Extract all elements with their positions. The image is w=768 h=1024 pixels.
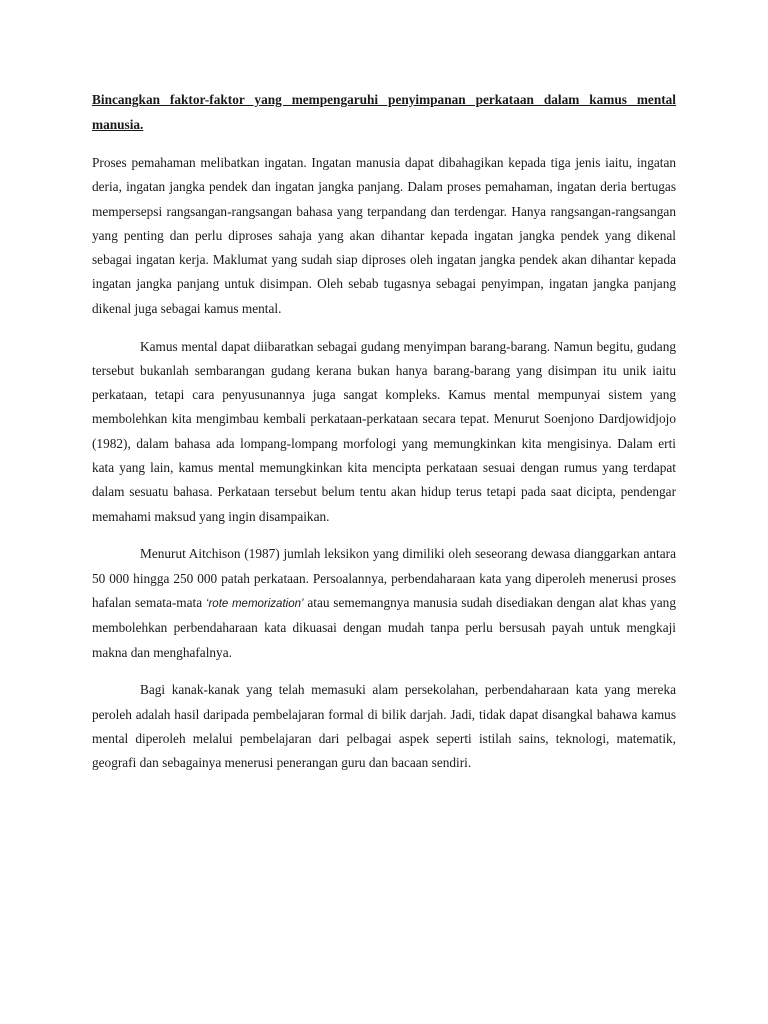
- paragraph-4: Bagi kanak-kanak yang telah memasuki alam persekolahan, perbendaharaan kata yang mereka peroleh adalah hasil daripada pembelajaran formal di bilik darjah. Jadi, tidak dapat disangkal bahawa kamus mental diperoleh melalui pembelajaran dari pelbagai aspek seperti istilah sains, teknologi, matematik, geografi dan sebagainya menerusi penerangan guru dan bacaan sendiri.: [92, 682, 676, 771]
- paragraph-2: Kamus mental dapat diibaratkan sebagai gudang menyimpan barang-barang. Namun begitu, gudang tersebut bukanlah sembarangan gudang kerana bukan hanya barang-barang yang disimpan itu unik iaitu perkataan, tetapi cara penyusunannya juga sangat kompleks. Kamus mental mempunyai sistem yang membolehkan kita mengimbau kembali perkataan-perkataan secara tepat. Menurut Soenjono Dardjowidjojo (1982), dalam bahasa ada lompang-lompang morfologi yang memungkinkan kita mengisinya. Dalam erti kata yang lain, kamus mental memungkinkan kita mencipta perkataan sesuai dengan rumus yang terdapat dalam sesuatu bahasa. Perkataan tersebut belum tentu akan hidup terus tetapi pada saat dicipta, pendengar memahami maksud yang ingin disampaikan.: [92, 338, 676, 524]
- paragraph-3-italic-term: ‘rote memorization’: [205, 598, 304, 611]
- document-page: [92, 87, 676, 789]
- paragraph-1: Proses pemahaman melibatkan ingatan. Ingatan manusia dapat dibahagikan kepada tiga jenis iaitu, ingatan deria, ingatan jangka pendek dan ingatan jangka panjang. Dalam proses pemahaman, ingatan deria bertugas mempersepsi rangsangan-rangsangan bahasa yang terpandang dan terdengar. Hanya rangsangan-rangsangan yang penting dan perlu diproses sahaja yang akan dihantar kepada ingatan jangka pendek yang dikenal sebagai ingatan kerja. Maklumat yang sudah siap diproses oleh ingatan jangka pendek akan dihantar kepada ingatan jangka panjang untuk disimpan. Oleh sebab tugasnya sebagai penyimpan, ingatan jangka panjang dikenal juga sebagai kamus mental.: [92, 155, 676, 316]
- paragraph-3-text-before: Menurut Aitchison (1987) jumlah leksikon yang dimiliki oleh seseorang dewasa dianggarkan antara 50 000 hingga 250 000 patah perkataan. Persoalannya, perbendaharaan kata yang diperoleh menerusi proses hafalan semata-mata: [92, 546, 676, 611]
- paragraph-3-text-after: atau sememangnya manusia sudah disediakan dengan alat khas yang membolehkan perbendaharaan kata dikuasai dengan mudah tanpa perlu bersusah payah untuk mengkaji makna dan menghafalnya.: [92, 595, 676, 660]
- paragraph-3: [92, 542, 676, 664]
- essay-question-heading: Bincangkan faktor-faktor yang mempengaruhi penyimpanan perkataan dalam kamus mental manusia.: [92, 92, 676, 132]
